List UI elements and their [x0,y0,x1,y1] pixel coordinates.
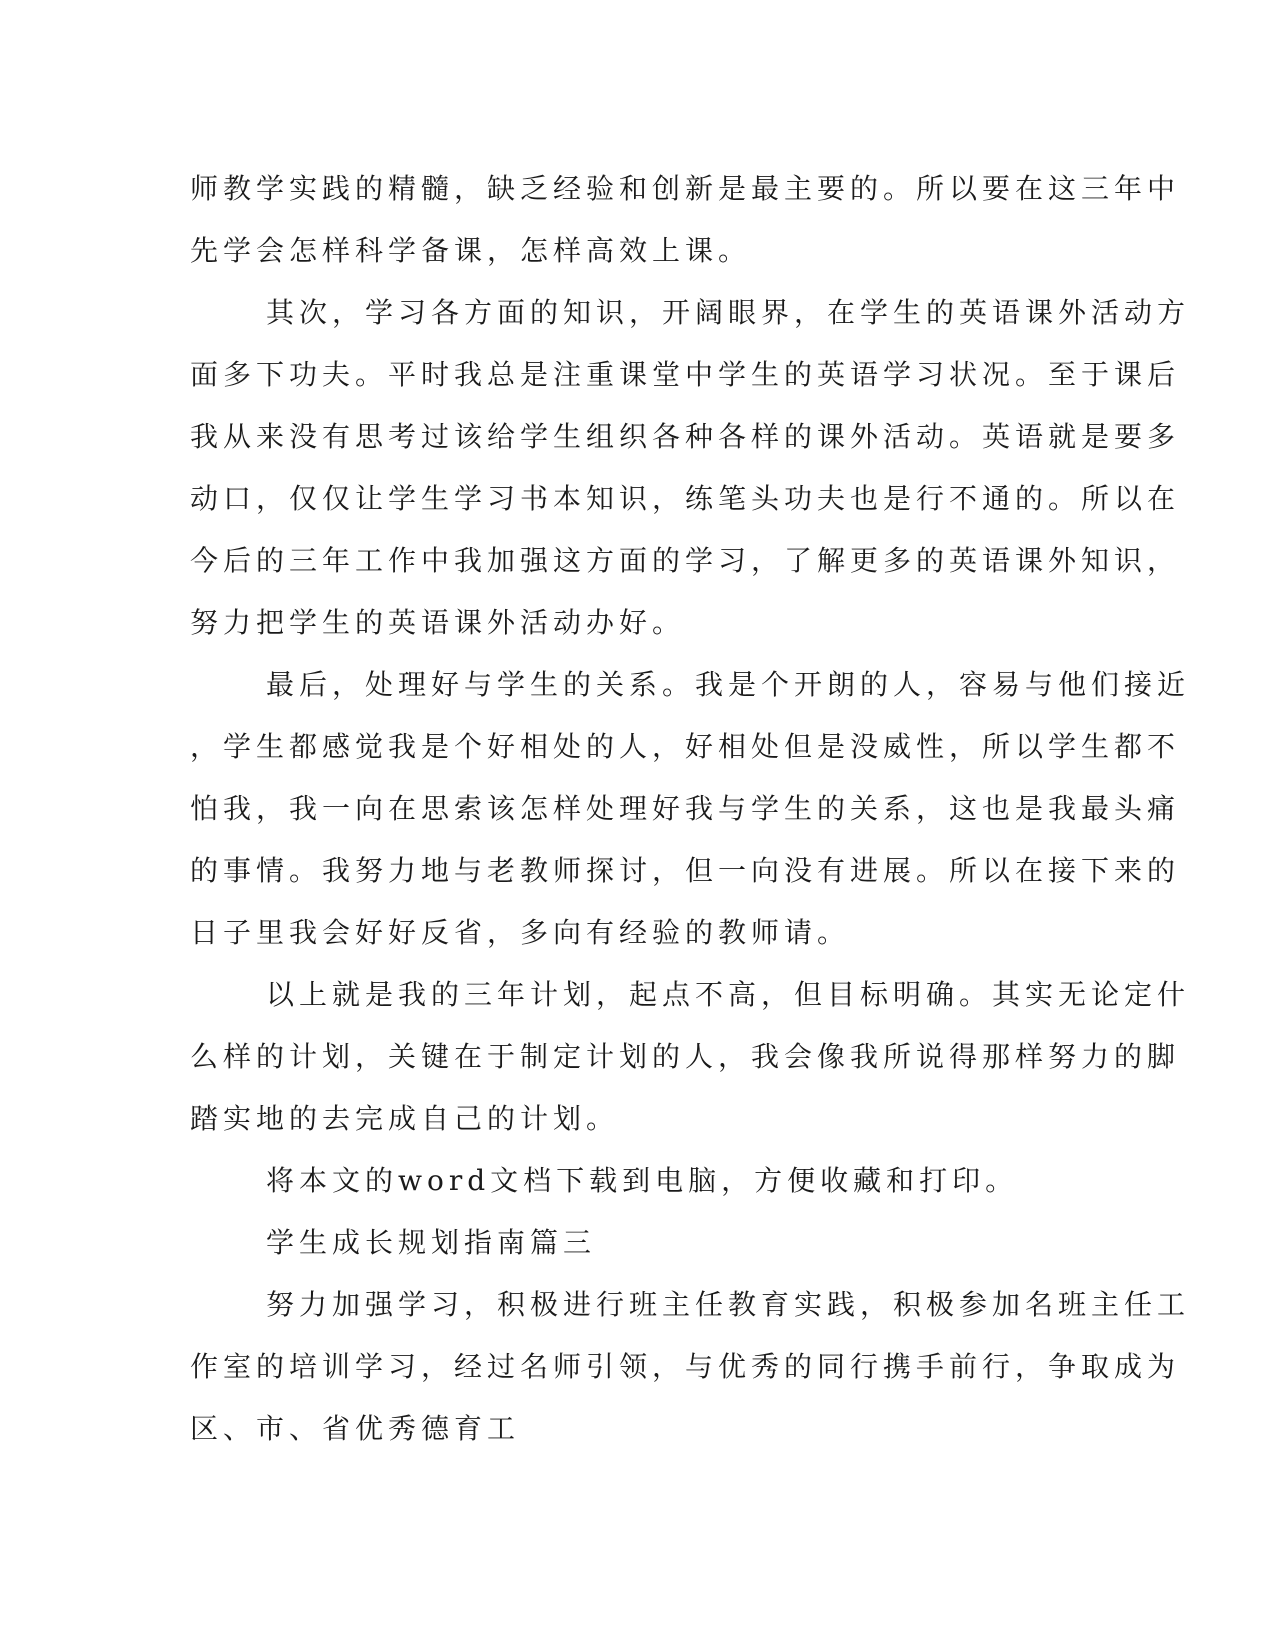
text-line: 作室的培训学习，经过名师引领，与优秀的同行携手前行，争取成为 [190,1350,1181,1383]
text-line: 师教学实践的精髓，缺乏经验和创新是最主要的。所以要在这三年中 [190,172,1181,205]
text-line: 面多下功夫。平时我总是注重课堂中学生的英语学习状况。至于课后 [190,358,1181,391]
paragraph-start-line: 其次，学习各方面的知识，开阔眼界，在学生的英语课外活动方 [266,296,1191,329]
section-heading-line: 学生成长规划指南篇三 [266,1226,597,1259]
text-line: ，学生都感觉我是个好相处的人，好相处但是没威性，所以学生都不 [190,730,1181,763]
paragraph-start-line: 最后，处理好与学生的关系。我是个开朗的人，容易与他们接近 [266,668,1191,701]
text-line: 的事情。我努力地与老教师探讨，但一向没有进展。所以在接下来的 [190,854,1181,887]
text-line: 我从来没有思考过该给学生组织各种各样的课外活动。英语就是要多 [190,420,1181,453]
download-note-line: 将本文的word文档下载到电脑，方便收藏和打印。 [266,1164,1019,1197]
text-line: 怕我，我一向在思索该怎样处理好我与学生的关系，这也是我最头痛 [190,792,1181,825]
text-line: 先学会怎样科学备课，怎样高效上课。 [190,234,752,267]
text-line: 今后的三年工作中我加强这方面的学习，了解更多的英语课外知识， [190,544,1181,577]
document-body [190,158,1191,1460]
text-line: 日子里我会好好反省，多向有经验的教师请。 [190,916,851,949]
text-line: 动口，仅仅让学生学习书本知识，练笔头功夫也是行不通的。所以在 [190,482,1181,515]
paragraph-start-line: 努力加强学习，积极进行班主任教育实践，积极参加名班主任工 [266,1288,1191,1321]
paragraph-start-line: 以上就是我的三年计划，起点不高，但目标明确。其实无论定什 [266,978,1191,1011]
text-line: 努力把学生的英语课外活动办好。 [190,606,686,639]
text-line: 踏实地的去完成自己的计划。 [190,1102,620,1135]
text-line: 区、市、省优秀德育工 [190,1412,521,1445]
text-line: 么样的计划，关键在于制定计划的人，我会像我所说得那样努力的脚 [190,1040,1181,1073]
